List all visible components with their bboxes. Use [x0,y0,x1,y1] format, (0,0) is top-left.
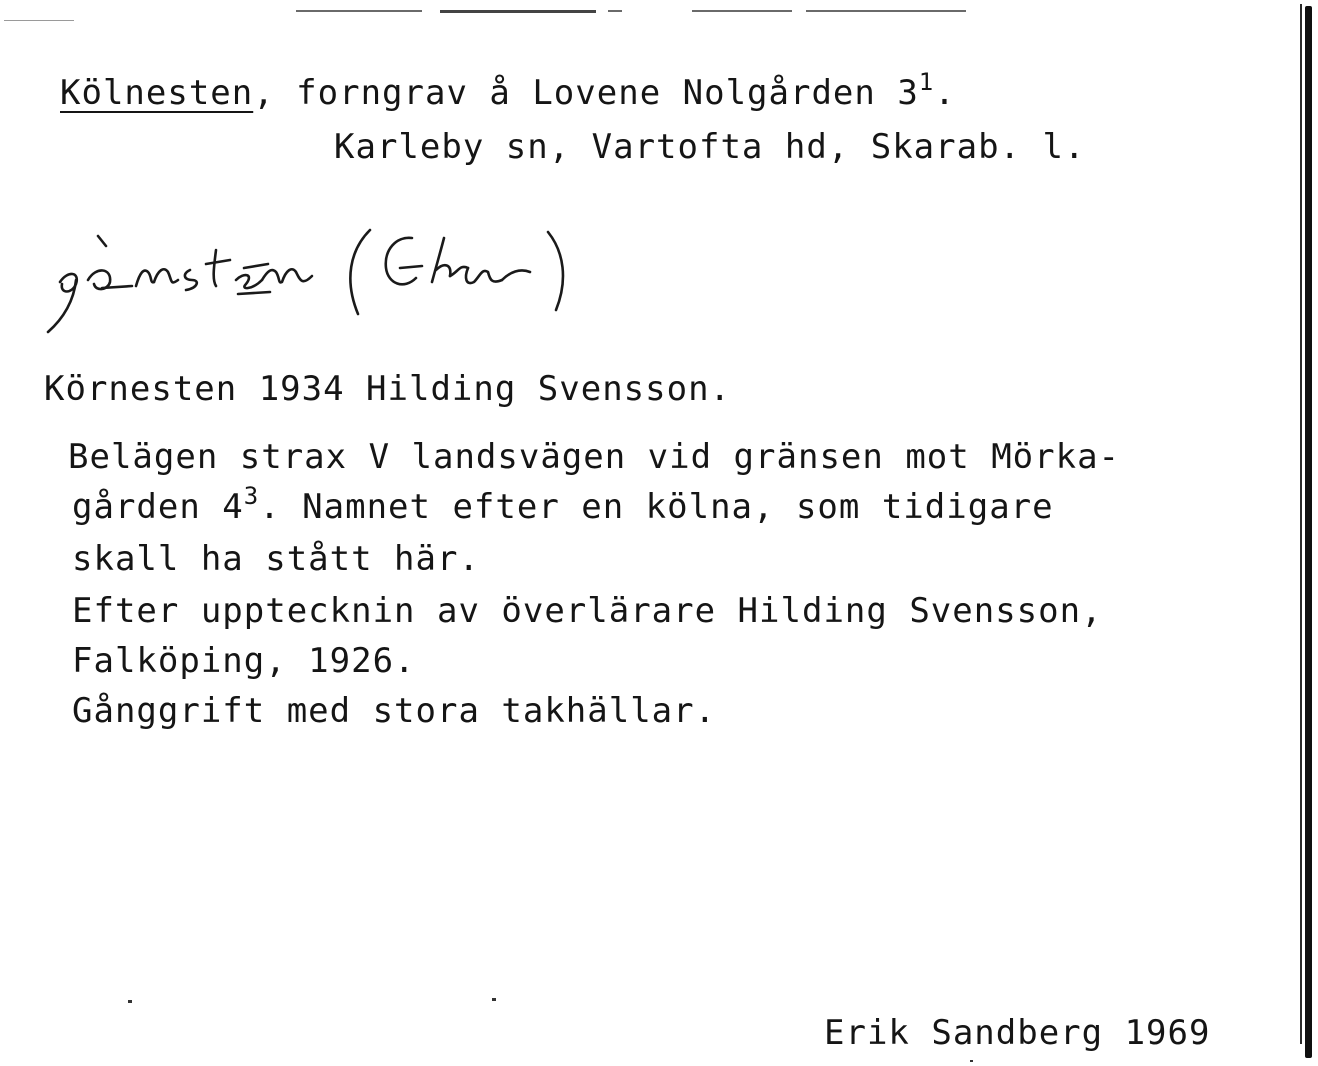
scan-dot [128,1000,132,1003]
signature: Erik Sandberg 1969 [824,1013,1211,1053]
header-line-2: Karleby sn, Vartofta hd, Skarab. l. [334,127,1086,167]
body-line-1: Belägen strax V landsvägen vid gränsen mot Mörka- [68,437,1121,477]
scan-mark [806,10,966,12]
card-edge [1305,6,1312,1058]
scan-mark [608,10,622,12]
body-line-2-start: gården 4 [72,487,244,527]
handwritten-annotation [40,210,700,340]
body-line-2 [72,482,1054,527]
scan-mark [296,10,422,12]
scan-dot [970,1060,973,1062]
body-line-4: Efter upptecknin av överlärare Hilding Svensson, [72,591,1103,631]
scan-mark [692,10,792,12]
header-superscript: 1 [918,68,935,96]
body-line-6: Gånggrift med stora takhällar. [72,691,717,731]
header-line-1-rest: , forngrav å Lovene Nolgården 3 [253,73,919,113]
header-line-1-end: . [934,73,956,113]
older-record-line: Körnesten 1934 Hilding Svensson. [44,369,732,409]
scan-mark [4,20,74,21]
place-name: Kölnesten [60,73,254,113]
body-line-3: skall ha stått här. [72,539,480,579]
body-superscript: 3 [243,482,260,510]
header-line-1 [60,68,956,113]
body-line-5: Falköping, 1926. [72,641,416,681]
body-line-2-end: . Namnet efter en kölna, som tidigare [259,487,1054,527]
scan-dot [492,998,496,1001]
scan-mark [440,10,596,13]
card-edge-shadow [1300,4,1302,1044]
